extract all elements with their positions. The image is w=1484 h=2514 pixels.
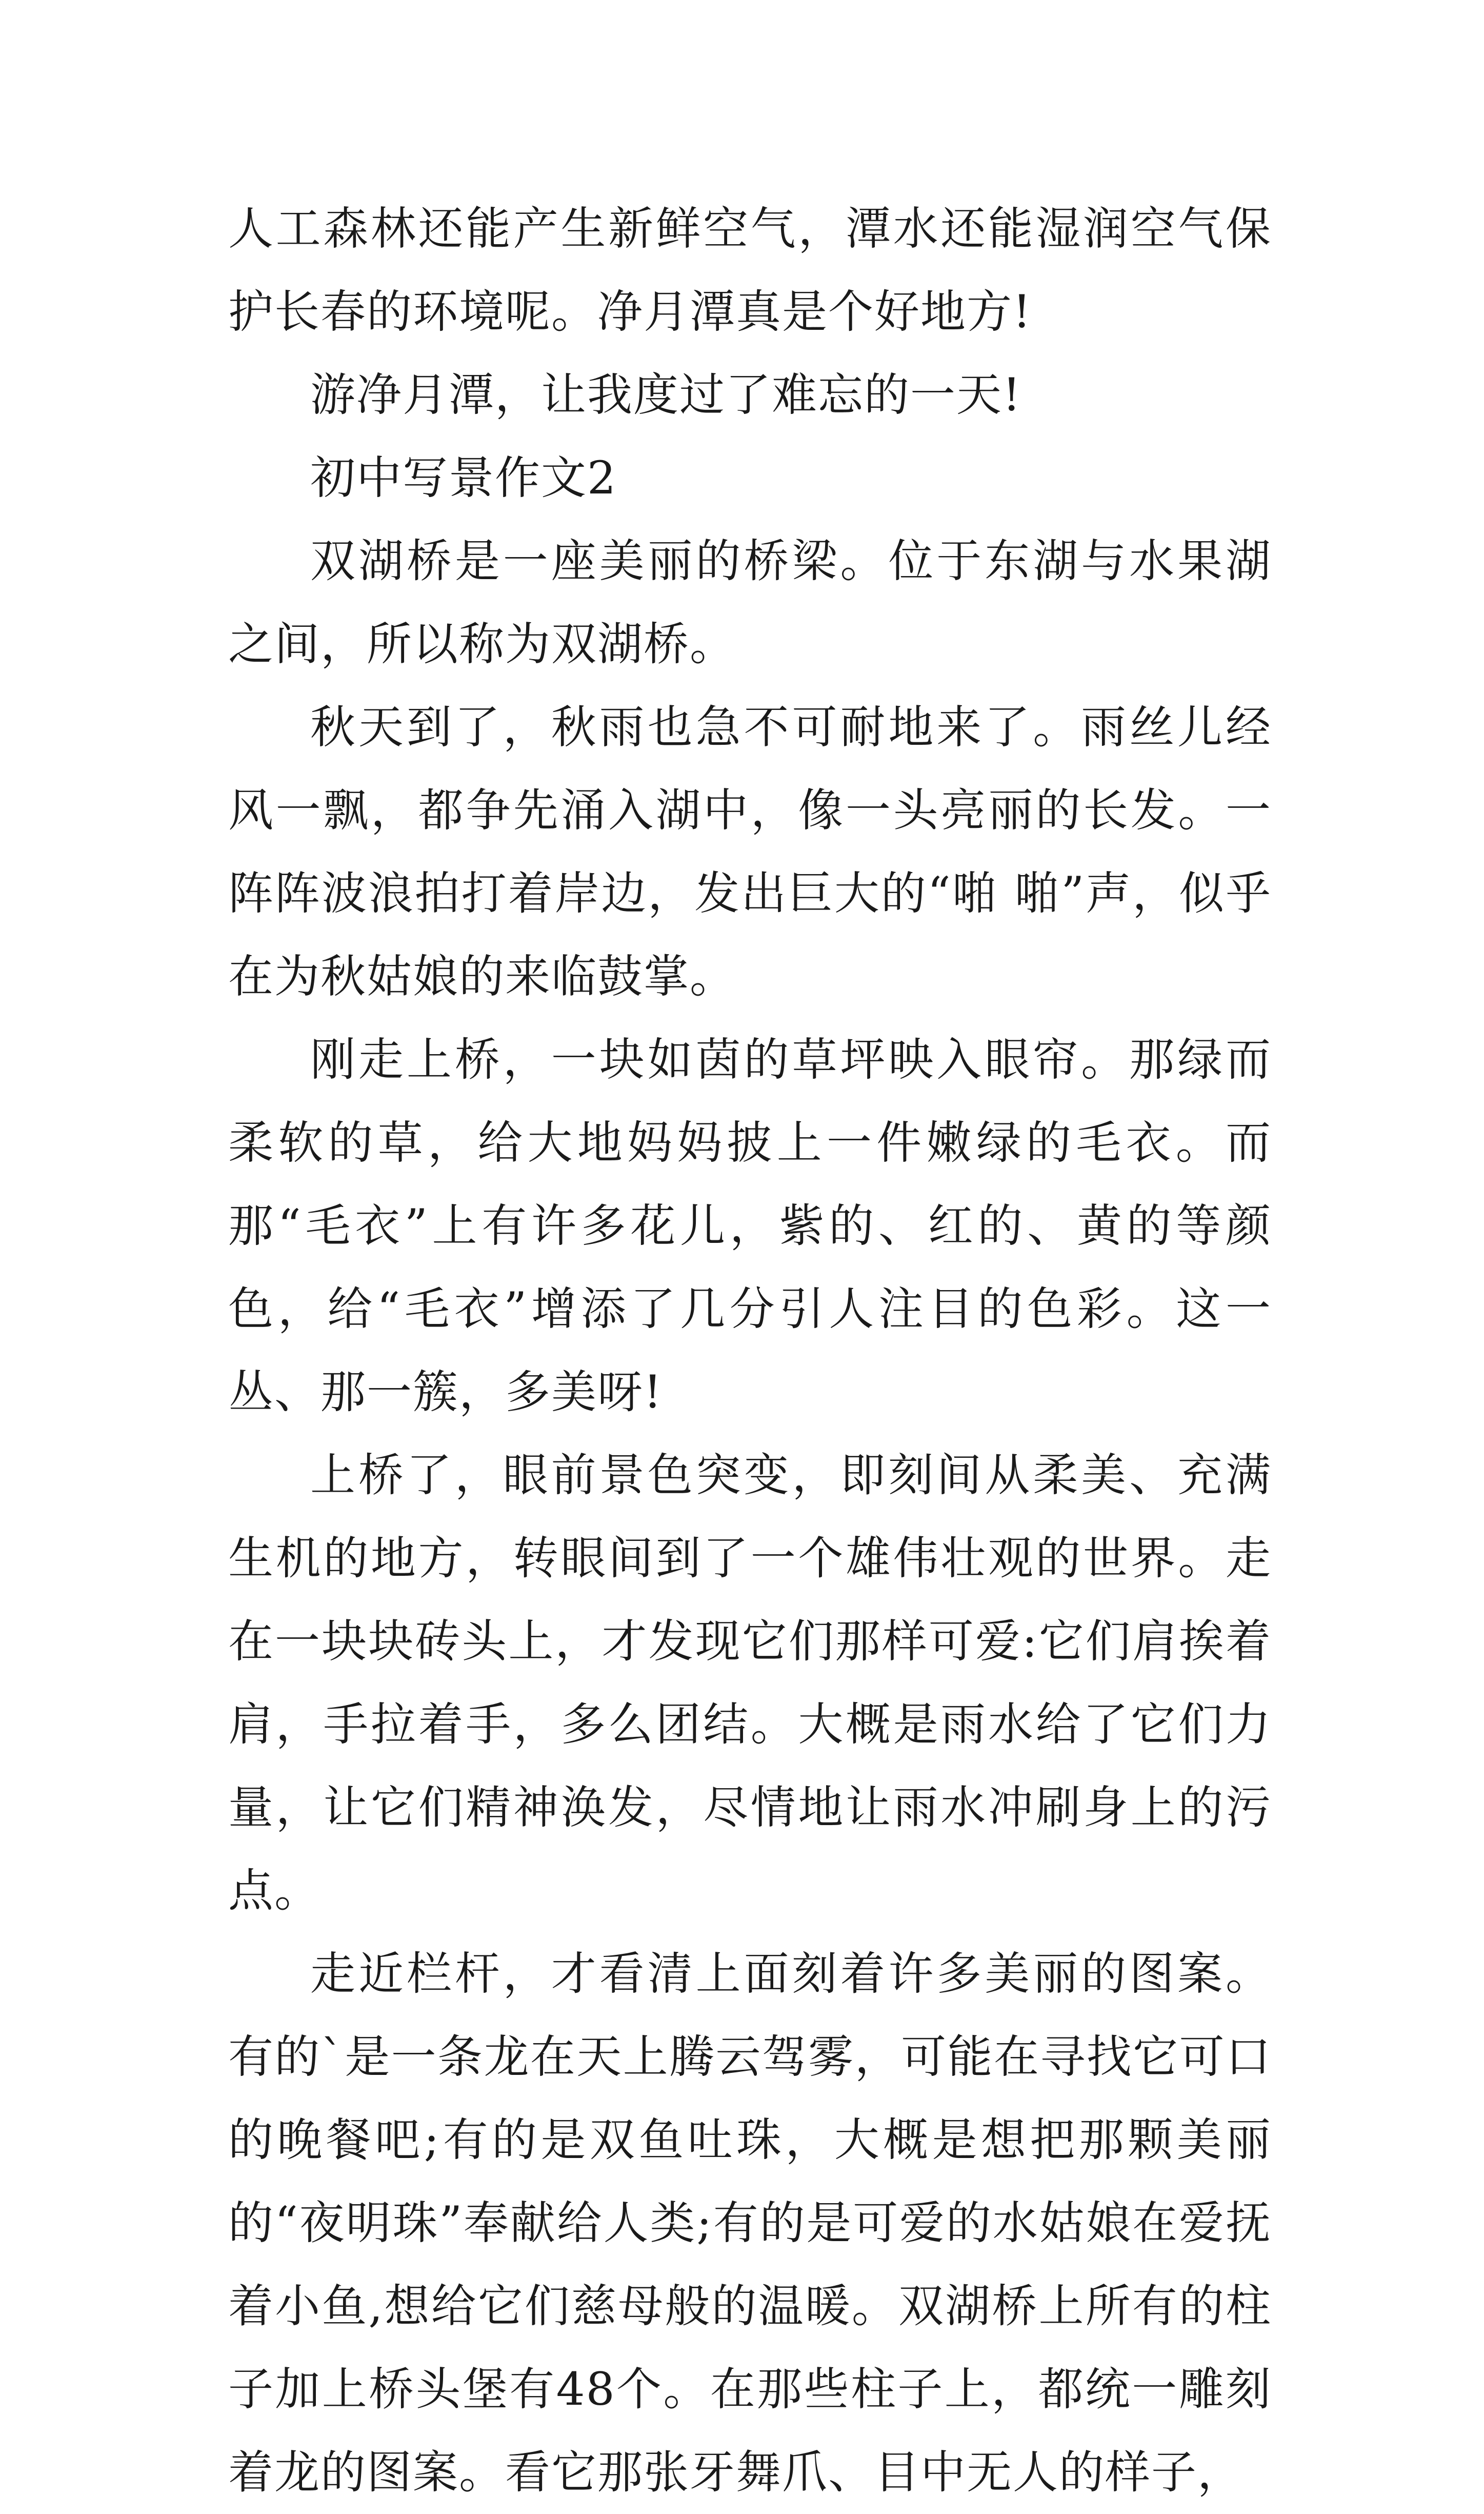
document-body — [228, 187, 1272, 2514]
paragraph-4: 秋天到了，秋雨也急不可耐地来了。雨丝儿经风一飘，都争先涌入湖中，像一头亮丽的长发。一阵阵波浪拍打着岸边，发出巨大的“啪 啪”声，似乎在为秋姑娘的来临鼓掌。 — [228, 701, 1272, 1003]
paragraph-6: 上桥了，眼前景色突变，即刻间从柔美、充满生机的地方，转眼间到了一个雄伟壮观的世界。走在一块块砖头上，才发现它们那样可爱:它们肩挨着肩，手拉着手，多么团结。大概是雨水给了它们力量，让它们精神涣发，尽情地让雨水冲刷身上的污点。 — [228, 1449, 1272, 1917]
paragraph-3: 双湖桥是一座美丽的桥梁。位于东湖与水果湖之间，所以称为双湖桥。 — [228, 535, 1272, 670]
section-heading: 初中写景作文2 — [310, 451, 617, 504]
paragraph-7: 走近栏杆，才看清上面刻着许多美丽的图案。有的`是一条龙在天上腾云驾雾，可能在寻找它可口的晚餐吧;有的是双鱼吐珠，大概是想把那颗美丽的“夜明珠”奉献给人类;有的是可爱的水姑娘在爱抚着小鱼,想给它们慈母般的温暖。双湖桥上所有的柱子加上桥头堡有48个。在那些柱子上，都统一雕刻着龙的图案。看它那张牙舞爪、目中无人的样子， — [228, 1947, 1272, 2499]
paragraph-2: 游净月潭，让我度过了难忘的一天! — [310, 368, 1022, 421]
paragraph-1: 人工森林还能产生新鲜空气，潭水还能湿润空气保护长春的环境呢。净月潭真是个好地方! — [228, 202, 1272, 338]
paragraph-5: 刚走上桥，一块如茵的草坪映入眼帘。那绿而柔软的草，给大地妈妈披上一件嫩绿的毛衣。而那“毛衣”上有许多花儿，紫的、红的、黄的等颜色，给“毛衣”增添了几分引人注目的色彩。这一丛、那一簇，多美呀! — [228, 1033, 1272, 1418]
